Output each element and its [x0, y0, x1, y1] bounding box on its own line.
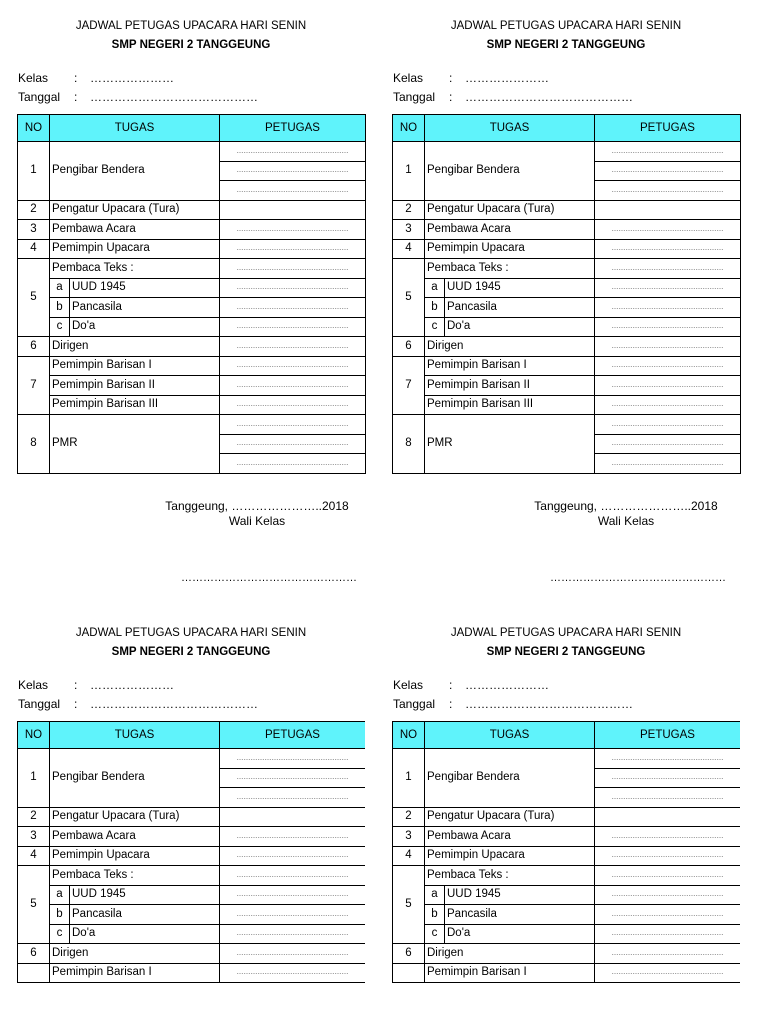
row-task: Pemimpin Barisan III: [425, 395, 595, 415]
header-tugas: TUGAS: [425, 722, 595, 749]
kelas-line: [18, 678, 174, 692]
row-no: 3: [393, 220, 425, 240]
petugas-blank: …………………………………………: [220, 788, 366, 808]
table-row: [18, 259, 366, 279]
table-row: [18, 807, 366, 827]
tanggal-value: ……………………………………: [90, 697, 258, 711]
petugas-blank: …………………………………………: [220, 142, 366, 162]
sub-letter: b: [425, 905, 445, 925]
table-row: [18, 142, 366, 162]
table-row: [18, 905, 366, 925]
sub-letter: c: [50, 317, 70, 337]
petugas-blank: …………………………………………: [595, 749, 741, 769]
petugas-blank: …………………………………………: [220, 866, 366, 886]
row-task: Pemimpin Barisan I: [425, 356, 595, 376]
petugas-blank: …………………………………………: [595, 866, 741, 886]
sub-letter: a: [425, 278, 445, 298]
doc-title: JADWAL PETUGAS UPACARA HARI SENIN: [450, 20, 682, 32]
row-task: Pembaca Teks :: [425, 259, 595, 279]
petugas-blank: …………………………………………: [595, 454, 741, 474]
place-date: Tanggeung, …………………..2018: [165, 499, 349, 513]
school-name: SMP NEGERI 2 TANGGEUNG: [486, 39, 646, 51]
petugas-blank: …………………………………………: [595, 415, 741, 435]
sub-task: Do'a: [70, 317, 220, 337]
row-task: Pemimpin Barisan III: [50, 395, 220, 415]
petugas-blank: …………………………………………: [220, 944, 366, 964]
sub-letter: a: [50, 278, 70, 298]
table-row: [18, 395, 366, 415]
header-no: NO: [393, 115, 425, 142]
row-task: Pemimpin Barisan II: [425, 376, 595, 396]
row-task: Pemimpin Barisan I: [425, 963, 595, 983]
header-petugas: PETUGAS: [220, 722, 366, 749]
row-task: PMR: [50, 415, 220, 474]
sub-letter: b: [425, 298, 445, 318]
schedule-panel-top-left: [17, 20, 365, 590]
table-row: [18, 944, 366, 964]
row-no: 5: [393, 866, 425, 944]
petugas-blank: …………………………………………: [595, 924, 741, 944]
signature-line: …………………………………………: [181, 572, 357, 584]
row-task: Pengibar Bendera: [50, 749, 220, 808]
table-row: [18, 278, 366, 298]
table-row: [393, 278, 741, 298]
tanggal-line: [393, 697, 633, 711]
kelas-line: [18, 71, 174, 85]
duty-table: [392, 721, 740, 983]
tanggal-line: [393, 90, 633, 104]
table-row: [18, 749, 366, 769]
petugas-blank: …………………………………………: [220, 337, 366, 357]
sub-letter: a: [425, 885, 445, 905]
petugas-blank: …………………………………………: [220, 885, 366, 905]
kelas-label: Kelas: [393, 678, 424, 692]
tanggal-colon: :: [449, 90, 453, 104]
petugas-blank: …………………………………………: [595, 239, 741, 259]
petugas-empty: [220, 200, 366, 220]
kelas-colon: :: [449, 71, 453, 85]
row-task: Pembaca Teks :: [50, 866, 220, 886]
table-row: [18, 415, 366, 435]
sub-letter: c: [425, 924, 445, 944]
petugas-blank: …………………………………………: [595, 376, 741, 396]
kelas-value: …………………: [465, 71, 549, 85]
petugas-empty: [595, 807, 741, 827]
table-row: [393, 749, 741, 769]
petugas-blank: …………………………………………: [595, 337, 741, 357]
petugas-blank: …………………………………………: [595, 298, 741, 318]
doc-title: JADWAL PETUGAS UPACARA HARI SENIN: [75, 627, 307, 639]
row-task: Pemimpin Upacara: [425, 239, 595, 259]
row-no: 8: [393, 415, 425, 474]
table-row: [18, 846, 366, 866]
row-no: 1: [18, 142, 50, 201]
schedule-panel-bottom-left: [17, 627, 365, 988]
sub-letter: c: [50, 924, 70, 944]
petugas-blank: …………………………………………: [220, 963, 366, 983]
signature-line: …………………………………………: [550, 572, 726, 584]
kelas-label: Kelas: [18, 678, 49, 692]
petugas-blank: …………………………………………: [595, 220, 741, 240]
tanggal-value: ……………………………………: [90, 90, 258, 104]
petugas-blank: …………………………………………: [220, 749, 366, 769]
row-task: Pengatur Upacara (Tura): [425, 200, 595, 220]
petugas-blank: …………………………………………: [595, 142, 741, 162]
petugas-blank: …………………………………………: [595, 827, 741, 847]
tanggal-colon: :: [74, 697, 78, 711]
table-row: [393, 846, 741, 866]
petugas-blank: …………………………………………: [220, 376, 366, 396]
petugas-blank: …………………………………………: [595, 434, 741, 454]
kelas-label: Kelas: [393, 71, 424, 85]
table-row: [393, 239, 741, 259]
wali-kelas-label: Wali Kelas: [228, 514, 286, 528]
petugas-blank: …………………………………………: [595, 788, 741, 808]
petugas-blank: …………………………………………: [220, 239, 366, 259]
row-task: Pembaca Teks :: [50, 259, 220, 279]
petugas-blank: …………………………………………: [220, 415, 366, 435]
row-task: Pemimpin Upacara: [50, 846, 220, 866]
row-no: [18, 963, 50, 983]
header-tugas: TUGAS: [50, 722, 220, 749]
petugas-blank: …………………………………………: [220, 454, 366, 474]
petugas-blank: …………………………………………: [595, 963, 741, 983]
sub-letter: b: [50, 298, 70, 318]
doc-title: JADWAL PETUGAS UPACARA HARI SENIN: [75, 20, 307, 32]
table-row: [393, 827, 741, 847]
table-row: [18, 924, 366, 944]
table-row: [393, 317, 741, 337]
kelas-colon: :: [449, 678, 453, 692]
row-task: Pembawa Acara: [50, 220, 220, 240]
table-row: [18, 298, 366, 318]
sub-task: Pancasila: [445, 905, 595, 925]
row-no: 7: [393, 356, 425, 415]
sub-task: Do'a: [445, 924, 595, 944]
school-name: SMP NEGERI 2 TANGGEUNG: [111, 646, 271, 658]
row-no: 3: [18, 827, 50, 847]
row-task: Pengatur Upacara (Tura): [50, 807, 220, 827]
row-no: 5: [393, 259, 425, 337]
row-no: 5: [18, 866, 50, 944]
row-task: Pembawa Acara: [50, 827, 220, 847]
sub-task: UUD 1945: [445, 885, 595, 905]
table-row: [393, 866, 741, 886]
petugas-blank: …………………………………………: [220, 395, 366, 415]
kelas-line: [393, 678, 549, 692]
header-tugas: TUGAS: [50, 115, 220, 142]
sub-task: Do'a: [70, 924, 220, 944]
petugas-blank: …………………………………………: [595, 356, 741, 376]
table-row: [18, 337, 366, 357]
petugas-blank: …………………………………………: [220, 768, 366, 788]
table-row: [393, 415, 741, 435]
header-petugas: PETUGAS: [595, 115, 741, 142]
row-task: Dirigen: [50, 337, 220, 357]
tanggal-colon: :: [449, 697, 453, 711]
schedule-panel-top-right: [392, 20, 740, 590]
table-row: [393, 259, 741, 279]
row-task: Dirigen: [50, 944, 220, 964]
sub-letter: b: [50, 905, 70, 925]
petugas-blank: …………………………………………: [595, 768, 741, 788]
row-task: Pengibar Bendera: [425, 142, 595, 201]
table-header-row: [18, 722, 366, 749]
school-name: SMP NEGERI 2 TANGGEUNG: [111, 39, 271, 51]
row-no: 3: [18, 220, 50, 240]
row-no: 6: [393, 337, 425, 357]
kelas-value: …………………: [90, 71, 174, 85]
petugas-blank: …………………………………………: [220, 356, 366, 376]
kelas-colon: :: [74, 678, 78, 692]
place-date: Tanggeung, …………………..2018: [534, 499, 718, 513]
row-no: 6: [18, 944, 50, 964]
petugas-blank: …………………………………………: [220, 924, 366, 944]
row-task: Dirigen: [425, 944, 595, 964]
row-no: 6: [393, 944, 425, 964]
table-row: [18, 827, 366, 847]
row-task: Pengatur Upacara (Tura): [50, 200, 220, 220]
kelas-colon: :: [74, 71, 78, 85]
table-row: [393, 142, 741, 162]
kelas-line: [393, 71, 549, 85]
petugas-blank: …………………………………………: [595, 846, 741, 866]
kelas-value: …………………: [90, 678, 174, 692]
table-row: [393, 356, 741, 376]
table-row: [393, 220, 741, 240]
table-row: [393, 298, 741, 318]
table-row: [18, 239, 366, 259]
sub-letter: a: [50, 885, 70, 905]
row-task: Pemimpin Upacara: [425, 846, 595, 866]
table-row: [18, 885, 366, 905]
header-no: NO: [18, 115, 50, 142]
duty-table: [17, 721, 365, 983]
petugas-empty: [220, 807, 366, 827]
duty-table: [392, 114, 741, 474]
petugas-blank: …………………………………………: [220, 317, 366, 337]
tanggal-label: Tanggal: [18, 90, 61, 104]
row-no: 3: [393, 827, 425, 847]
sub-task: Pancasila: [70, 905, 220, 925]
tanggal-label: Tanggal: [393, 697, 436, 711]
table-header-row: [393, 115, 741, 142]
school-name: SMP NEGERI 2 TANGGEUNG: [486, 646, 646, 658]
petugas-blank: …………………………………………: [595, 905, 741, 925]
table-row: [18, 200, 366, 220]
table-row: [18, 963, 366, 983]
sub-letter: c: [425, 317, 445, 337]
header-petugas: PETUGAS: [220, 115, 366, 142]
petugas-empty: [595, 200, 741, 220]
table-row: [393, 807, 741, 827]
row-no: 2: [18, 200, 50, 220]
petugas-blank: …………………………………………: [595, 944, 741, 964]
row-task: Pemimpin Upacara: [50, 239, 220, 259]
row-no: 4: [18, 239, 50, 259]
petugas-blank: …………………………………………: [220, 434, 366, 454]
header-tugas: TUGAS: [425, 115, 595, 142]
row-task: Dirigen: [425, 337, 595, 357]
row-task: Pengibar Bendera: [50, 142, 220, 201]
header-petugas: PETUGAS: [595, 722, 741, 749]
row-task: Pemimpin Barisan I: [50, 963, 220, 983]
row-no: 1: [393, 749, 425, 808]
row-task: Pembawa Acara: [425, 827, 595, 847]
tanggal-label: Tanggal: [393, 90, 436, 104]
table-row: [393, 376, 741, 396]
row-no: 4: [393, 239, 425, 259]
kelas-label: Kelas: [18, 71, 49, 85]
petugas-blank: …………………………………………: [220, 181, 366, 201]
petugas-blank: …………………………………………: [220, 827, 366, 847]
tanggal-line: [18, 90, 258, 104]
petugas-blank: …………………………………………: [220, 278, 366, 298]
petugas-blank: …………………………………………: [595, 317, 741, 337]
row-no: 7: [18, 356, 50, 415]
row-no: 1: [18, 749, 50, 808]
row-task: Pembaca Teks :: [425, 866, 595, 886]
petugas-blank: …………………………………………: [595, 259, 741, 279]
row-no: 4: [393, 846, 425, 866]
tanggal-line: [18, 697, 258, 711]
kelas-value: …………………: [465, 678, 549, 692]
row-task: Pemimpin Barisan I: [50, 356, 220, 376]
row-task: Pembawa Acara: [425, 220, 595, 240]
tanggal-colon: :: [74, 90, 78, 104]
doc-title: JADWAL PETUGAS UPACARA HARI SENIN: [450, 627, 682, 639]
petugas-blank: …………………………………………: [595, 395, 741, 415]
petugas-blank: …………………………………………: [220, 161, 366, 181]
row-no: 2: [393, 807, 425, 827]
row-no: 8: [18, 415, 50, 474]
header-no: NO: [393, 722, 425, 749]
petugas-blank: …………………………………………: [220, 298, 366, 318]
row-no: [393, 963, 425, 983]
row-no: 2: [393, 200, 425, 220]
tanggal-value: ……………………………………: [465, 90, 633, 104]
duty-table: [17, 114, 366, 474]
row-task: Pengatur Upacara (Tura): [425, 807, 595, 827]
header-no: NO: [18, 722, 50, 749]
table-row: [393, 885, 741, 905]
petugas-blank: …………………………………………: [595, 161, 741, 181]
petugas-blank: …………………………………………: [595, 278, 741, 298]
petugas-blank: …………………………………………: [595, 885, 741, 905]
table-row: [393, 200, 741, 220]
sub-task: UUD 1945: [70, 885, 220, 905]
petugas-blank: …………………………………………: [595, 181, 741, 201]
tanggal-value: ……………………………………: [465, 697, 633, 711]
sub-task: Do'a: [445, 317, 595, 337]
sub-task: UUD 1945: [445, 278, 595, 298]
table-row: [393, 924, 741, 944]
table-row: [393, 395, 741, 415]
petugas-blank: …………………………………………: [220, 259, 366, 279]
table-row: [18, 317, 366, 337]
table-row: [18, 220, 366, 240]
tanggal-label: Tanggal: [18, 697, 61, 711]
sub-task: UUD 1945: [70, 278, 220, 298]
petugas-blank: …………………………………………: [220, 905, 366, 925]
row-no: 1: [393, 142, 425, 201]
table-header-row: [18, 115, 366, 142]
table-row: [393, 905, 741, 925]
table-header-row: [393, 722, 741, 749]
sub-task: Pancasila: [445, 298, 595, 318]
petugas-blank: …………………………………………: [220, 220, 366, 240]
table-row: [18, 376, 366, 396]
table-row: [393, 944, 741, 964]
schedule-panel-bottom-right: [392, 627, 740, 988]
row-no: 6: [18, 337, 50, 357]
sub-task: Pancasila: [70, 298, 220, 318]
row-task: Pengibar Bendera: [425, 749, 595, 808]
petugas-blank: …………………………………………: [220, 846, 366, 866]
row-no: 2: [18, 807, 50, 827]
row-task: PMR: [425, 415, 595, 474]
table-row: [393, 337, 741, 357]
row-no: 5: [18, 259, 50, 337]
table-row: [18, 356, 366, 376]
table-row: [393, 963, 741, 983]
table-row: [18, 866, 366, 886]
row-no: 4: [18, 846, 50, 866]
row-task: Pemimpin Barisan II: [50, 376, 220, 396]
wali-kelas-label: Wali Kelas: [597, 514, 655, 528]
